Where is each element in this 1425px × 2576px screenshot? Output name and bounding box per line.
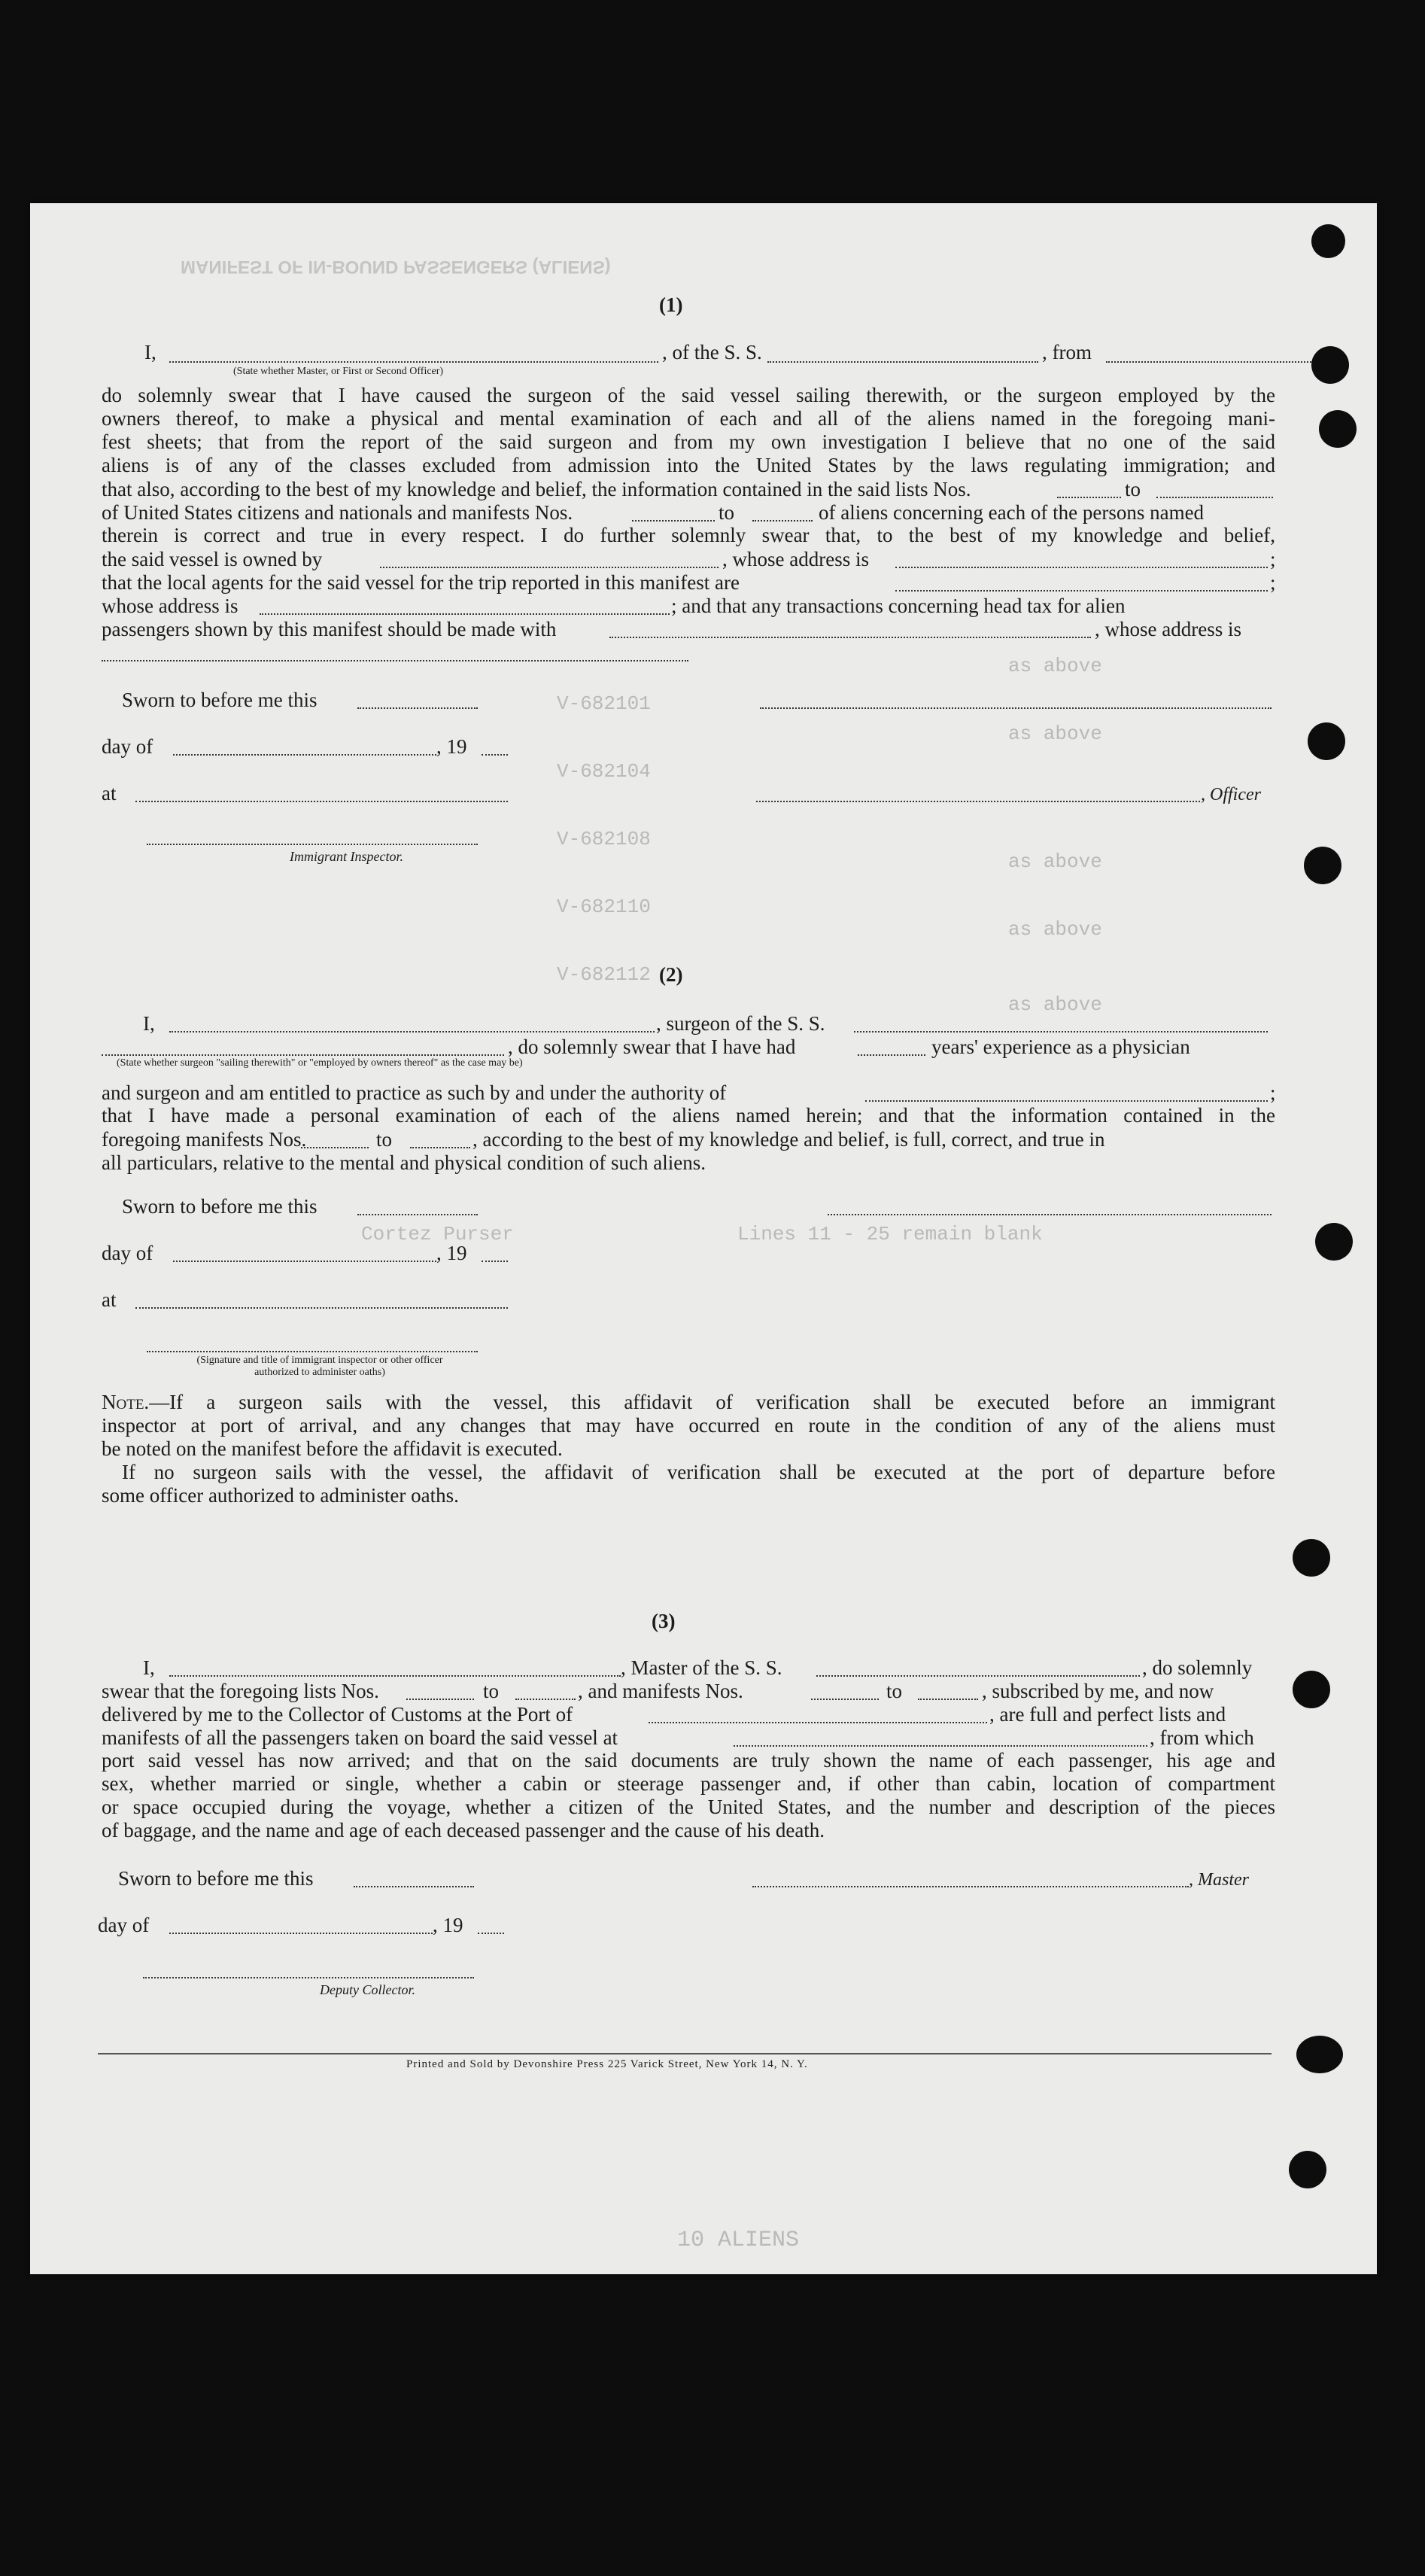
a1-officer-label: , Officer xyxy=(1201,785,1261,804)
bleed-through-vnum: V-682108 xyxy=(557,828,651,850)
punch-hole xyxy=(1311,346,1349,384)
a2-i: I, xyxy=(143,1012,155,1035)
a1-passengers-blank xyxy=(609,637,1091,638)
a3-para-line: sex, whether married or single, whether a cabin or steerage passenger and, if other than cabin, location of compartment xyxy=(102,1772,1275,1795)
bleed-through-passenger: as above xyxy=(1008,850,1102,873)
a2-year-blank xyxy=(482,1261,508,1262)
a1-head-tax: ; and that any transactions concerning head tax for alien xyxy=(671,595,1126,617)
section-3-heading: (3) xyxy=(652,1610,676,1632)
a2-particulars: all particulars, relative to the mental and physical condition of such aliens. xyxy=(102,1151,706,1174)
a3-nineteen: , 19 xyxy=(433,1914,463,1936)
a2-at-blank xyxy=(135,1307,508,1309)
note-line: some officer authorized to administer oaths. xyxy=(102,1484,459,1507)
bleed-through-vnum: V-682104 xyxy=(557,760,651,783)
a3-boarded-blank xyxy=(734,1745,1147,1747)
a1-owner-blank xyxy=(380,567,719,568)
a3-port-blank xyxy=(649,1722,987,1723)
a3-lists-from xyxy=(406,1699,474,1700)
a3-do-solemnly: , do solemnly xyxy=(1142,1656,1253,1679)
a1-lists-to-blank xyxy=(1156,497,1273,498)
a2-years: years' experience as a physician xyxy=(931,1036,1190,1058)
bleed-through-vnum: V-682112 xyxy=(557,963,651,986)
a1-manifests-line: of United States citizens and nationals and manifests Nos. xyxy=(102,501,573,524)
a2-status-blank xyxy=(102,1054,504,1056)
bleed-through-header: MANIFEST OF IN-BOUND PASSENGERS (ALIENS) xyxy=(181,257,611,277)
bleed-through-vnum: V-682101 xyxy=(557,692,651,715)
note-text: —If a surgeon sails with the vessel, this affidavit of verification shall be executed before an immigrant xyxy=(149,1391,1275,1413)
punch-hole xyxy=(1293,1671,1330,1708)
note-line: inspector at port of arrival, and any changes that may have occurred en route in the condition of any of the aliens must xyxy=(102,1414,1275,1437)
a2-sig-blank xyxy=(147,1351,478,1352)
a1-local-agents: that the local agents for the said vessel for the trip reported in this manifest are xyxy=(102,571,740,594)
a1-from: , from xyxy=(1042,341,1092,363)
punch-hole xyxy=(1289,2151,1326,2188)
a1-agents-blank xyxy=(895,590,1268,592)
a1-para-line: owners thereof, to make a physical and mental examination of each and all of the aliens named in the foregoing mani- xyxy=(102,407,1275,430)
a2-day-blank xyxy=(173,1261,436,1262)
a3-day-blank xyxy=(169,1933,433,1934)
a1-manifest-to-blank xyxy=(752,520,813,522)
a2-to: to xyxy=(376,1128,393,1151)
bleed-through-lines-blank: Lines 11 - 25 remain blank xyxy=(737,1223,1043,1245)
section-1-heading: (1) xyxy=(659,293,683,316)
punch-hole xyxy=(1304,847,1341,884)
a3-from-which: , from which xyxy=(1150,1726,1254,1749)
a2-sworn-blank xyxy=(357,1214,478,1215)
a2-surgeon-of: , surgeon of the S. S. xyxy=(656,1012,825,1035)
note-line xyxy=(102,1391,1275,1415)
a1-whose-address: , whose address is xyxy=(722,548,869,570)
a3-to: to xyxy=(483,1680,500,1702)
a3-para-line: or space occupied during the voyage, whether a citizen of the United States, and the number and description of the pieces xyxy=(102,1796,1275,1818)
bleed-through-passenger: as above xyxy=(1008,722,1102,745)
a2-sworn: Sworn to before me this xyxy=(122,1195,318,1218)
a2-ss-blank xyxy=(854,1031,1268,1033)
a2-at: at xyxy=(102,1288,117,1311)
a1-at-blank xyxy=(135,801,508,802)
a1-sworn: Sworn to before me this xyxy=(122,689,318,711)
a1-para-line: do solemnly swear that I have caused the surgeon of the said vessel sailing therewith, or the surgeon employed by the xyxy=(102,384,1275,406)
a1-manifest-to: to xyxy=(719,501,735,524)
a3-subscribed: , subscribed by me, and now xyxy=(982,1680,1214,1702)
a3-para-line: port said vessel has now arrived; and that on the said documents are truly shown the name of each passenger, his age and xyxy=(102,1749,1275,1772)
a2-para-line: that I have made a personal examination of each of the aliens named herein; and that the information contained in the xyxy=(102,1104,1275,1127)
a3-swear: swear that the foregoing lists Nos. xyxy=(102,1680,379,1702)
a1-address-blank xyxy=(895,567,1268,568)
a1-from-blank xyxy=(1106,361,1332,363)
a1-lists-line: that also, according to the best of my knowledge and belief, the information contained in the said lists Nos. xyxy=(102,478,971,500)
a2-day-of: day of xyxy=(102,1242,153,1264)
a3-master-blank xyxy=(169,1675,621,1677)
a1-of-aliens: of aliens concerning each of the persons named xyxy=(819,501,1205,524)
a1-whose-address-3: , whose address is xyxy=(1095,618,1241,640)
a1-day-blank xyxy=(173,754,436,756)
punch-hole xyxy=(1315,1223,1353,1261)
a3-manifests-all: manifests of all the passengers taken on board the said vessel at xyxy=(102,1726,618,1749)
a1-lists-from xyxy=(1057,497,1121,498)
a2-manifest-to xyxy=(410,1147,470,1148)
a1-semicolon: ; xyxy=(1270,571,1276,594)
a3-sworn-blank xyxy=(354,1886,474,1887)
punch-hole xyxy=(1308,722,1345,760)
printer-imprint: Printed and Sold by Devonshire Press 225 Varick Street, New York 14, N. Y. xyxy=(406,2058,808,2070)
a1-at: at xyxy=(102,782,117,804)
a3-i: I, xyxy=(143,1656,155,1679)
a3-master-label: , Master xyxy=(1189,1870,1249,1890)
bleed-through-bottom: 10 ALIENS xyxy=(677,2228,800,2253)
a2-authority: and surgeon and am entitled to practice as such by and under the authority of xyxy=(102,1081,727,1104)
a2-surgeon-blank xyxy=(169,1031,655,1033)
a1-master-blank xyxy=(169,361,658,363)
punch-hole xyxy=(1293,1539,1330,1577)
a3-master-sig-blank xyxy=(752,1886,1189,1887)
a1-owned-by: the said vessel is owned by xyxy=(102,548,323,570)
a1-lists-to: to xyxy=(1125,478,1141,500)
a3-ss-blank xyxy=(816,1675,1140,1677)
a1-continuation-blank xyxy=(102,660,688,661)
a3-delivered: delivered by me to the Collector of Customs at the Port of xyxy=(102,1703,573,1726)
a3-manifest-from xyxy=(811,1699,879,1700)
a3-perfect: , are full and perfect lists and xyxy=(989,1703,1226,1726)
note-line: If no surgeon sails with the vessel, the affidavit of verification shall be executed at the port of departure before xyxy=(122,1461,1275,1483)
a2-surgeon-sig-blank xyxy=(828,1214,1272,1215)
a2-years-blank xyxy=(858,1054,925,1056)
note-label: Note. xyxy=(102,1391,150,1413)
bleed-through-purser: Cortez Purser xyxy=(361,1223,514,1245)
bleed-through-passenger: as above xyxy=(1008,993,1102,1016)
a1-ss-blank xyxy=(767,361,1038,363)
a2-according: , according to the best of my knowledge and belief, is full, correct, and true in xyxy=(472,1128,1105,1151)
a1-caption-master: (State whether Master, or First or Second Officer) xyxy=(233,366,444,377)
footer-rule xyxy=(98,2053,1272,2054)
bleed-through-passenger: as above xyxy=(1008,918,1102,941)
a1-of-ss: , of the S. S. xyxy=(662,341,762,363)
punch-hole xyxy=(1296,2036,1343,2073)
a3-day-of: day of xyxy=(98,1914,150,1936)
a3-to2: to xyxy=(886,1680,903,1702)
manifest-back-page xyxy=(30,203,1377,2274)
a1-year-blank xyxy=(482,754,508,756)
a2-caption-surgeon: (State whether surgeon "sailing therewith" or "employed by owners thereof" as the case may be) xyxy=(117,1057,523,1069)
a1-sworn-blank xyxy=(357,707,478,709)
a2-nineteen: , 19 xyxy=(436,1242,467,1264)
a1-passengers: passengers shown by this manifest should be made with xyxy=(102,618,557,640)
note-line: be noted on the manifest before the affidavit is executed. xyxy=(102,1437,563,1460)
bleed-through-vnum: V-682110 xyxy=(557,896,651,918)
a2-caption-sig: (Signature and title of immigrant inspector or other officer authorized to administer oaths) xyxy=(196,1355,443,1378)
a1-whose-address-2: whose address is xyxy=(102,595,239,617)
a3-para-line: of baggage, and the name and age of each deceased passenger and the cause of his death. xyxy=(102,1819,825,1842)
a2-foregoing: foregoing manifests Nos. xyxy=(102,1128,307,1151)
a3-collector-sig-blank xyxy=(143,1977,474,1978)
a3-year-blank xyxy=(478,1933,504,1934)
a1-immigrant-inspector: Immigrant Inspector. xyxy=(290,849,403,864)
a3-master-of: , Master of the S. S. xyxy=(621,1656,782,1679)
a3-manifest-to xyxy=(918,1699,978,1700)
a1-para-line: fest sheets; that from the report of the said surgeon and from my own investigation I believe that no one of the said xyxy=(102,430,1275,453)
a1-para-line: aliens is of any of the classes excluded from admission into the United States by the laws regulating immigration; and xyxy=(102,454,1275,476)
a1-day-of: day of xyxy=(102,735,153,758)
a3-deputy-collector: Deputy Collector. xyxy=(320,1982,415,1997)
section-2-heading: (2) xyxy=(659,963,683,986)
a2-semicolon: ; xyxy=(1270,1081,1276,1104)
a2-manifest-from xyxy=(301,1147,369,1148)
punch-hole xyxy=(1319,410,1357,448)
a1-manifest-from xyxy=(632,520,715,522)
a1-semicolon: ; xyxy=(1270,548,1276,570)
a1-officer-blank xyxy=(760,707,1272,709)
punch-hole xyxy=(1311,224,1345,258)
a1-i: I, xyxy=(144,341,156,363)
bleed-through-passenger: as above xyxy=(1008,655,1102,677)
a2-authority-blank xyxy=(865,1100,1268,1102)
a3-sworn: Sworn to before me this xyxy=(118,1867,314,1890)
a3-manifests: , and manifests Nos. xyxy=(578,1680,743,1702)
a1-para-line: therein is correct and true in every respect. I do further solemnly swear that, to the best of my knowledge and belief, xyxy=(102,524,1275,546)
a1-address2-blank xyxy=(260,613,670,615)
a1-officer-sig-blank xyxy=(756,801,1200,802)
a1-nineteen: , 19 xyxy=(436,735,467,758)
a1-inspector-sig-blank xyxy=(147,844,478,845)
a3-lists-to xyxy=(515,1699,576,1700)
a2-solemnly: , do solemnly swear that I have had xyxy=(508,1036,796,1058)
